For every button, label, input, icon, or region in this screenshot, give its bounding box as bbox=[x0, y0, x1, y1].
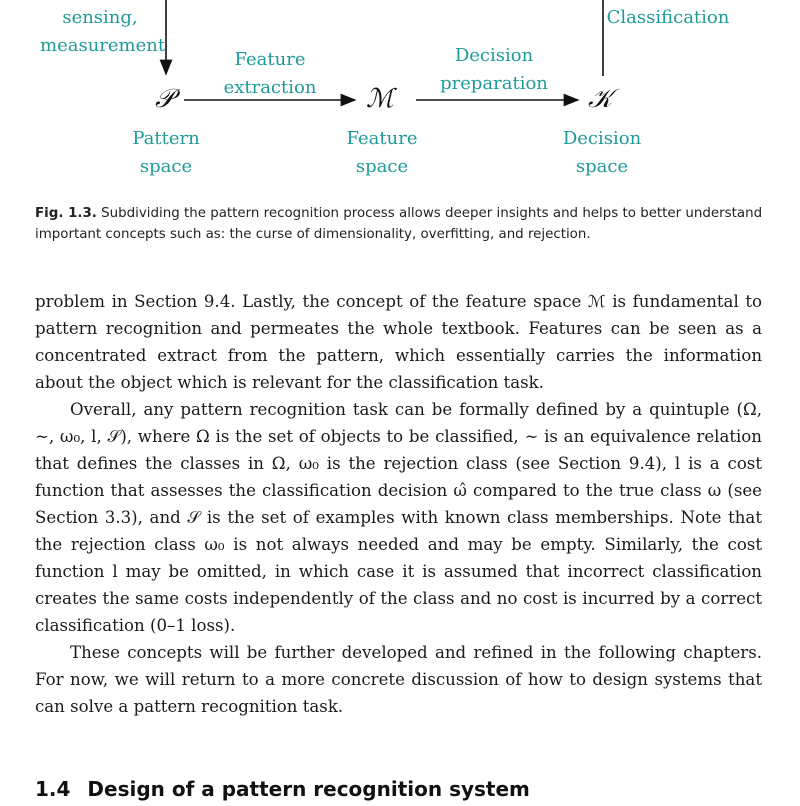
feature-space-line1: Feature bbox=[346, 128, 418, 149]
feature-space-symbol: ℳ bbox=[366, 84, 394, 114]
process-diagram bbox=[0, 0, 800, 190]
feature-space-line2: space bbox=[355, 156, 409, 177]
classification-label: Classification bbox=[606, 7, 730, 28]
pattern-space-line2: space bbox=[139, 156, 193, 177]
section-heading bbox=[35, 772, 775, 806]
decision-space-symbol: 𝒦 bbox=[588, 84, 613, 114]
decision-preparation-label bbox=[424, 42, 564, 98]
feature-extraction-line1: Feature bbox=[234, 49, 306, 70]
paragraph-1: problem in Section 9.4. Lastly, the concept of the feature space ℳ is fundamental to pattern recognition and permeates the whole textbook. Features can be seen as a concentrated extract from the pattern, which essentially carries the information about the object which is relevant for the classification task. bbox=[35, 292, 762, 392]
sensing-label-line1: sensing, bbox=[62, 7, 138, 28]
paragraph-3: These concepts will be further developed and refined in the following chapters. For now, we will return to a more concrete discussion of how to design systems that can solve a pattern recognition task. bbox=[35, 643, 762, 716]
feature-space-label bbox=[322, 125, 442, 181]
section-number: 1.4 bbox=[35, 777, 71, 801]
figure-number: Fig. 1.3. bbox=[35, 206, 97, 221]
paragraph-2: Overall, any pattern recognition task can be formally defined by a quintuple (Ω, ∼, ω₀, l, 𝒮), where Ω is the set of objects to be classified, ∼ is an equivalence relation that defines the classes in Ω, ω₀ is the rejection class (see Section 9.4), l is a cost function that assesses the classification decision ω̂ compared to the true class ω (see Section 3.3), and 𝒮 is the set of examples with known class memberships. Note that the rejection class ω₀ is not always needed and may be empty. Similarly, the cost function l may be omitted, in which case it is assumed that incorrect classification creates the same costs independently of the class and no cost is incurred by a correct classification (0–1 loss). bbox=[35, 400, 762, 635]
section-title: Design of a pattern recognition system bbox=[87, 777, 530, 801]
sensing-label-line2: measurement bbox=[40, 35, 166, 56]
pattern-space-label bbox=[106, 125, 226, 181]
feature-extraction-line2: extraction bbox=[223, 77, 317, 98]
pattern-space-symbol: 𝒫 bbox=[155, 84, 174, 114]
decision-preparation-line2: preparation bbox=[440, 73, 548, 94]
sensing-label bbox=[40, 4, 166, 60]
figure-caption bbox=[35, 203, 765, 245]
body-text bbox=[35, 288, 762, 720]
decision-space-label bbox=[542, 125, 662, 181]
decision-preparation-line1: Decision bbox=[454, 45, 534, 66]
figure-caption-text: Subdividing the pattern recognition process allows deeper insights and helps to better understand important concepts such as: the curse of dimensionality, overfitting, and rejection. bbox=[35, 206, 763, 242]
feature-extraction-label bbox=[200, 46, 340, 102]
pattern-space-line1: Pattern bbox=[132, 128, 200, 149]
decision-space-line2: space bbox=[575, 156, 629, 177]
decision-space-line1: Decision bbox=[562, 128, 642, 149]
